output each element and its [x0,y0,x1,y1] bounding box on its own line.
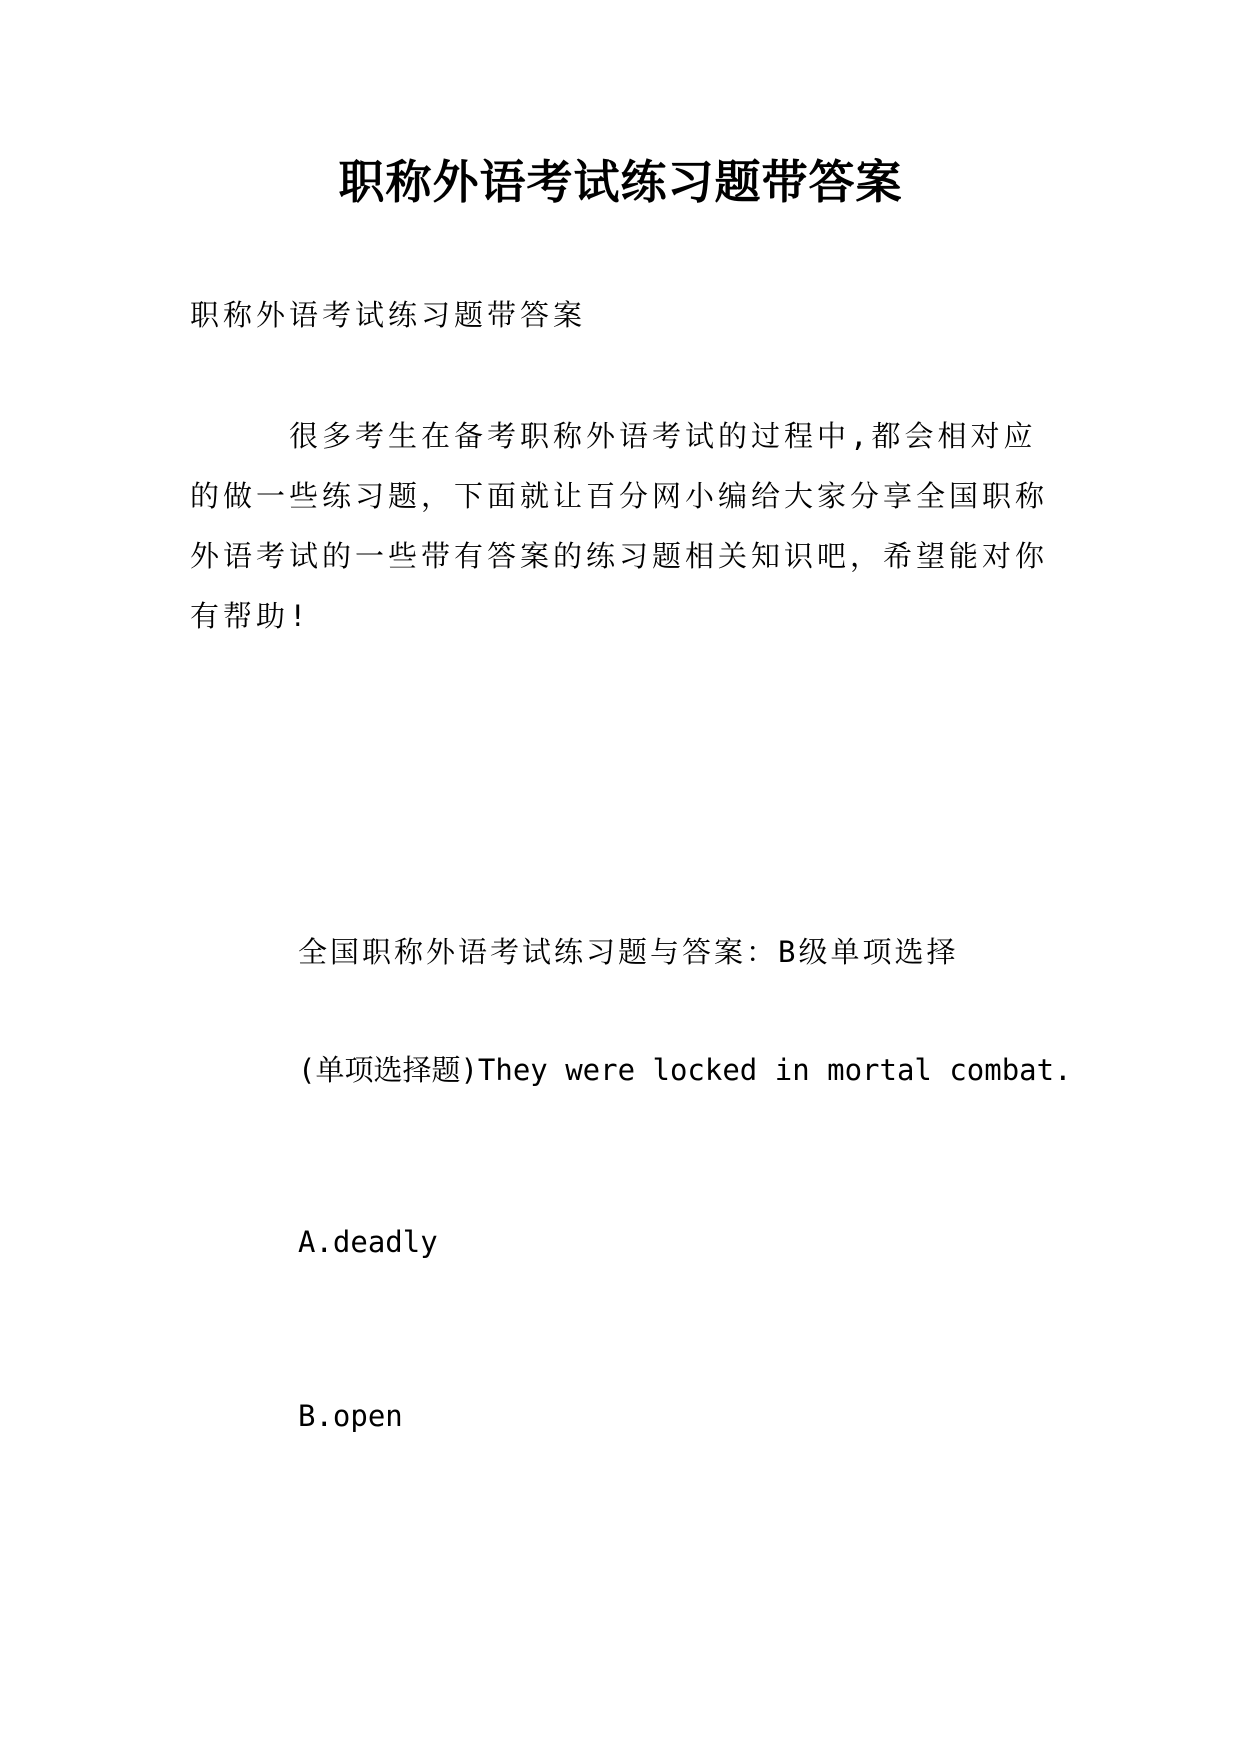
intro-line: 有帮助! [190,599,311,633]
document-title: 职称外语考试练习题带答案 [338,155,903,209]
intro-line: 很多考生在备考职称外语考试的过程中,都会相对应 [190,419,1037,453]
intro-paragraph [190,406,1060,646]
document-subtitle: 职称外语考试练习题带答案 [190,298,587,332]
option-b: B.open [298,1399,403,1433]
intro-line: 的做一些练习题，下面就让百分网小编给大家分享全国职称 [190,479,1049,513]
question-text: (单项选择题)They were locked in mortal combat. [298,1053,1072,1087]
option-a: A.deadly [298,1225,438,1259]
section-heading: 全国职称外语考试练习题与答案：B级单项选择 [298,935,959,969]
intro-line: 外语考试的一些带有答案的练习题相关知识吧，希望能对你 [190,539,1049,573]
